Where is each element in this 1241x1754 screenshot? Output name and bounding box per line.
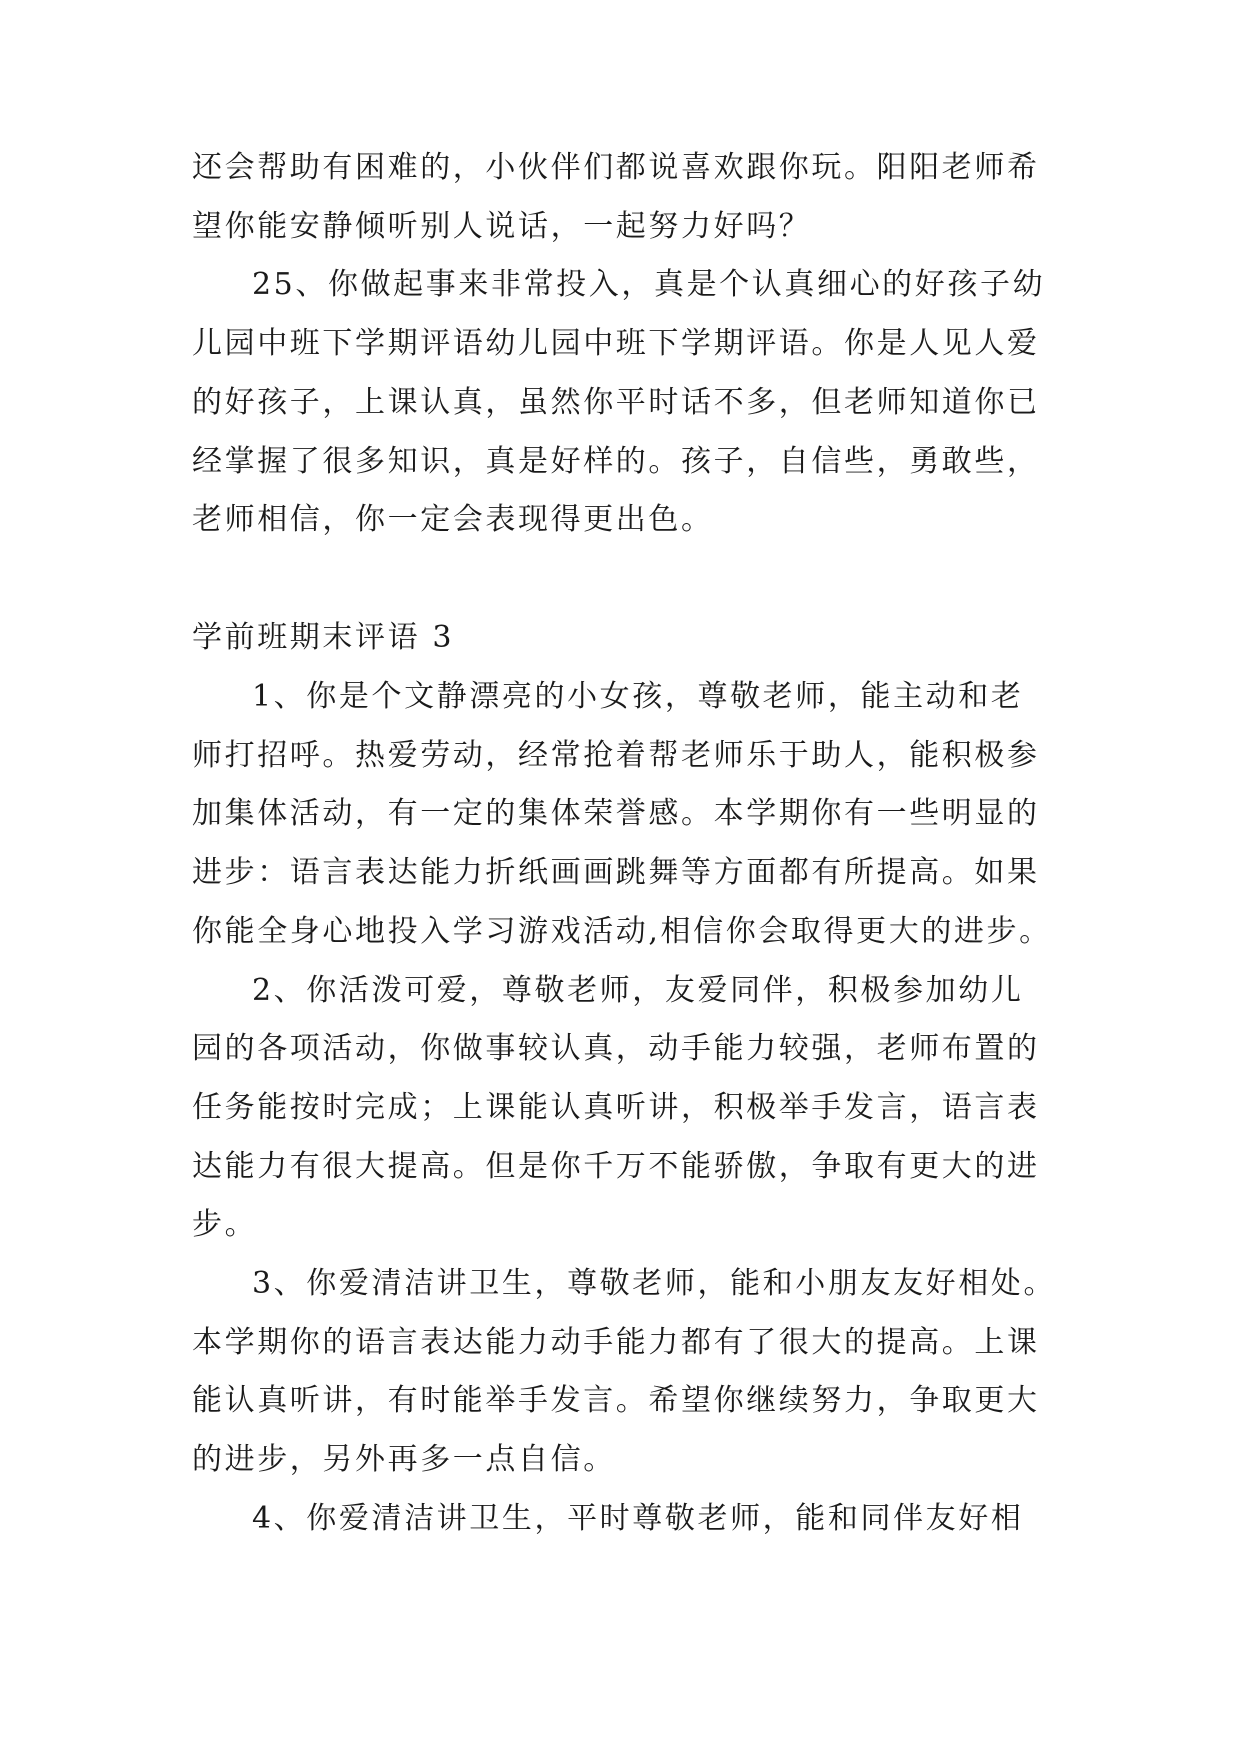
text-line: 达能力有很大提高。但是你千万不能骄傲，争取有更大的进 (192, 1149, 1040, 1184)
text-line: 能认真听讲，有时能举手发言。希望你继续努力，争取更大 (192, 1383, 1040, 1418)
text-line: 加集体活动，有一定的集体荣誉感。本学期你有一些明显的 (192, 796, 1040, 831)
paragraph-3-start: 3、你爱清洁讲卫生，尊敬老师，能和小朋友友好相处。 (252, 1266, 1057, 1301)
text-line: 进步：语言表达能力折纸画画跳舞等方面都有所提高。如果 (192, 855, 1040, 890)
text-line: 任务能按时完成；上课能认真听讲，积极举手发言，语言表 (192, 1090, 1040, 1125)
text-line: 你能全身心地投入学习游戏活动,相信你会取得更大的进步。 (192, 914, 1052, 949)
text-line: 的进步，另外再多一点自信。 (192, 1442, 616, 1477)
text-line: 师打招呼。热爱劳动，经常抢着帮老师乐于助人，能积极参 (192, 738, 1040, 773)
paragraph-25-start: 25、你做起事来非常投入，真是个认真细心的好孩子幼 (252, 267, 1046, 302)
text-line: 经掌握了很多知识，真是好样的。孩子，自信些，勇敢些， (192, 444, 1040, 479)
paragraph-1-start: 1、你是个文静漂亮的小女孩，尊敬老师，能主动和老 (252, 679, 1024, 714)
text-line: 步。 (192, 1207, 258, 1242)
text-line: 园的各项活动，你做事较认真，动手能力较强，老师布置的 (192, 1031, 1040, 1066)
text-line: 老师相信，你一定会表现得更出色。 (192, 502, 714, 537)
text-line: 还会帮助有困难的，小伙伴们都说喜欢跟你玩。阳阳老师希 (192, 150, 1040, 185)
text-line: 本学期你的语言表达能力动手能力都有了很大的提高。上课 (192, 1325, 1040, 1360)
paragraph-2-start: 2、你活泼可爱，尊敬老师，友爱同伴，积极参加幼儿 (252, 973, 1024, 1008)
text-line: 的好孩子，上课认真，虽然你平时话不多，但老师知道你已 (192, 385, 1040, 420)
text-line: 望你能安静倾听别人说话，一起努力好吗？ (192, 209, 812, 244)
text-line: 儿园中班下学期评语幼儿园中班下学期评语。你是人见人爱 (192, 326, 1040, 361)
paragraph-4-start: 4、你爱清洁讲卫生，平时尊敬老师，能和同伴友好相 (252, 1501, 1024, 1536)
section-heading: 学前班期末评语 3 (192, 620, 455, 655)
